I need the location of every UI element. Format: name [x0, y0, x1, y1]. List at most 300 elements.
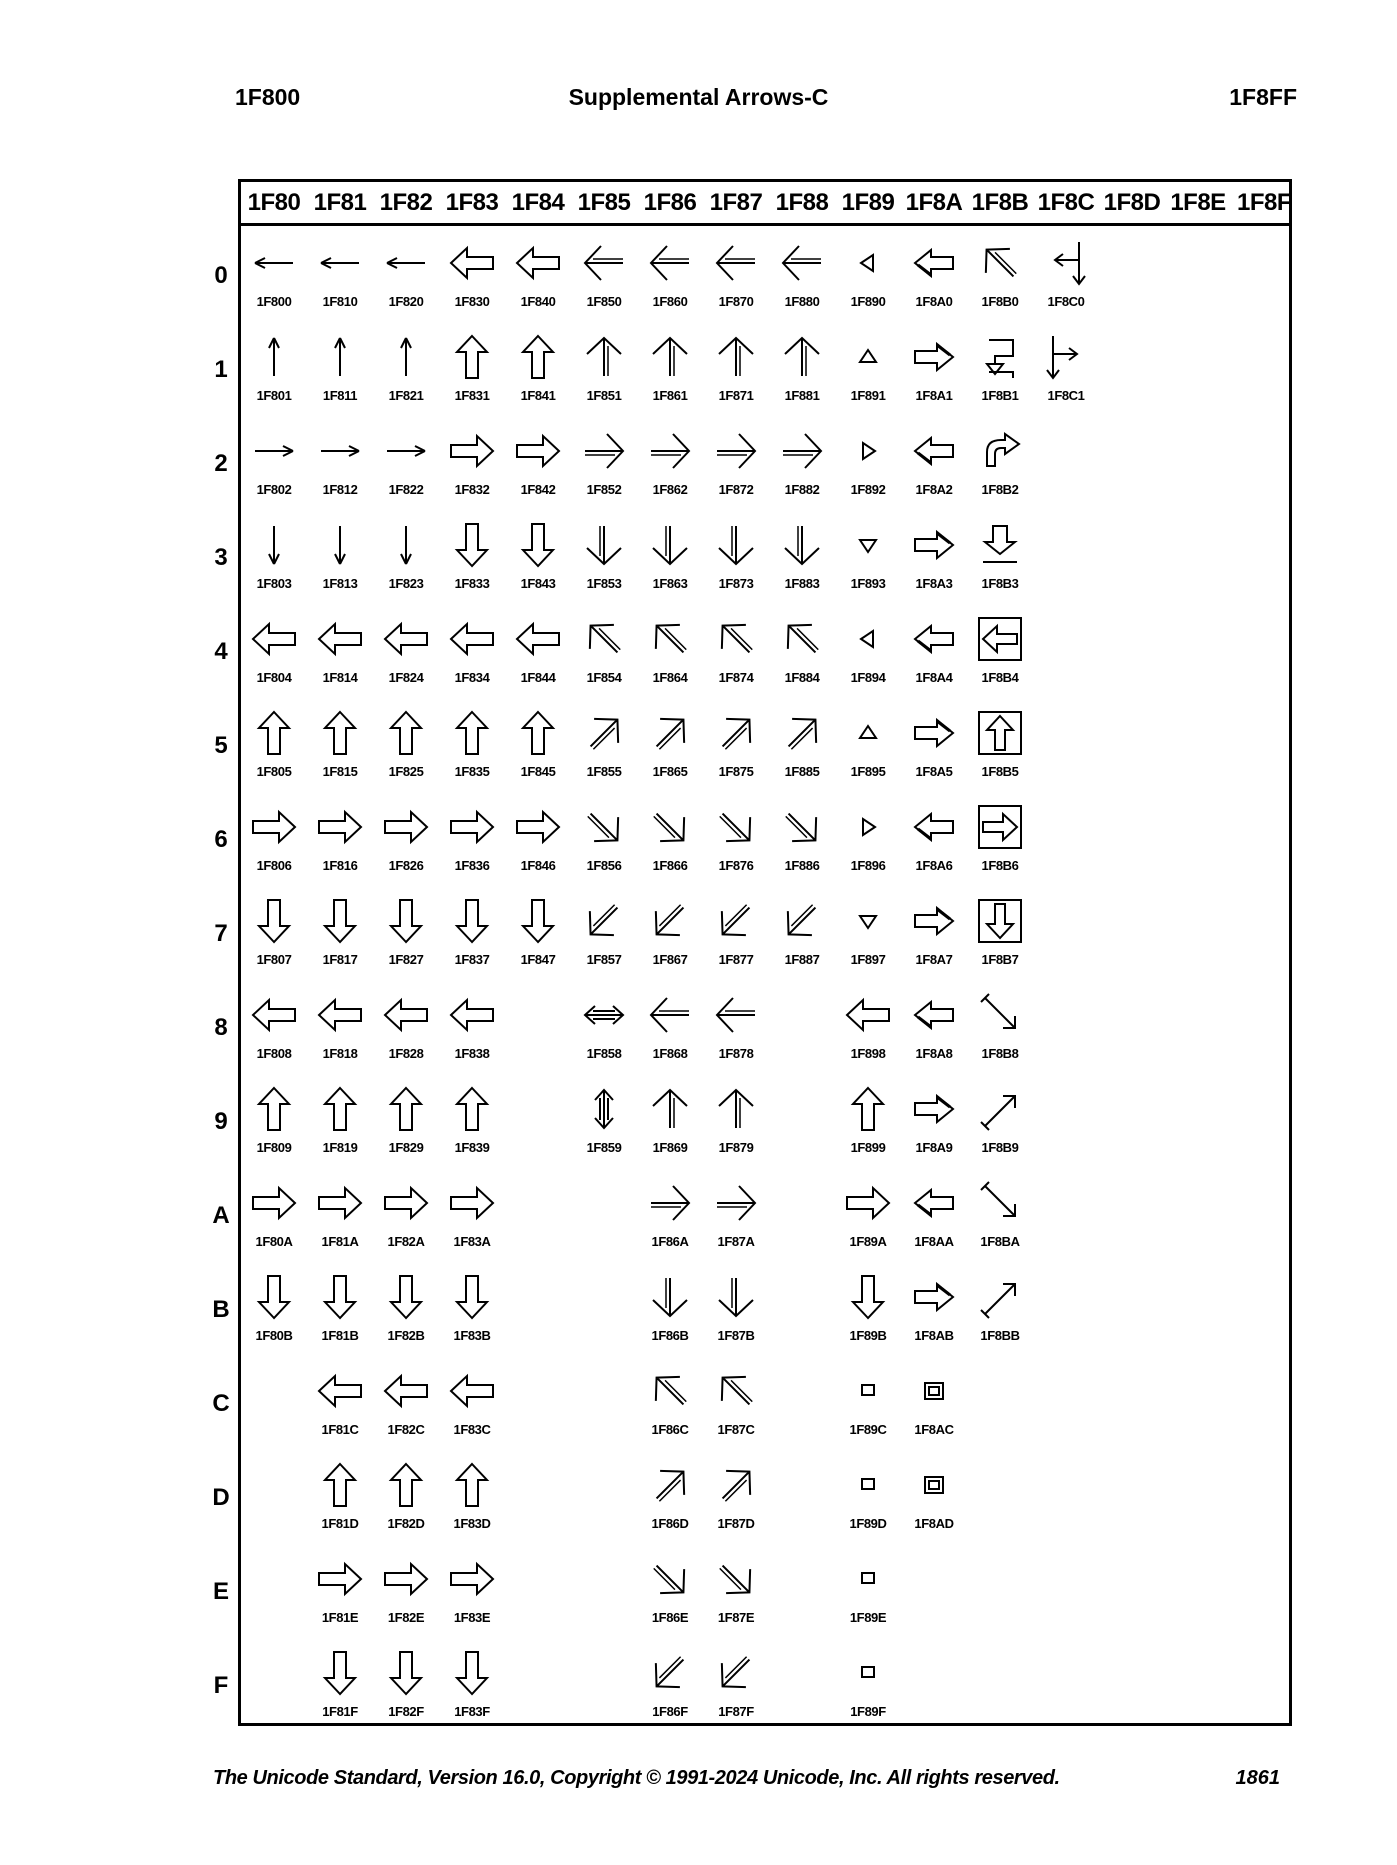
- glyph-cell: [637, 790, 703, 884]
- arrow-right-outline-icon: [249, 802, 299, 852]
- arrow-left-outline-icon: [381, 614, 431, 664]
- code-point-label: 1F81E: [321, 1610, 359, 1625]
- arrow-up-outline-icon: [315, 1084, 365, 1134]
- glyph-cell: [1033, 226, 1099, 320]
- arrow-right-line-icon: [315, 426, 365, 476]
- code-point-label: 1F8BB: [980, 1328, 1020, 1343]
- code-point-label: 1F897: [850, 952, 886, 967]
- glyph-cell: [241, 508, 307, 602]
- arrow-left-outline-icon: [513, 238, 563, 288]
- code-point-label: 1F826: [388, 858, 424, 873]
- square-double-icon: [909, 1460, 959, 1510]
- glyph-cell: [373, 1448, 439, 1542]
- arrow-down-right-open-icon: [645, 1554, 695, 1604]
- glyph-cell: [307, 790, 373, 884]
- arrow-left-outline-icon: [381, 1366, 431, 1416]
- code-point-label: 1F81D: [321, 1516, 359, 1531]
- arrow-up-outline-icon: [843, 1084, 893, 1134]
- glyph-cell: [505, 226, 571, 320]
- glyph-cell: [373, 414, 439, 508]
- triangle-left-icon: [843, 614, 893, 664]
- glyph-cell: [241, 1072, 307, 1166]
- column-header: 1F8F: [1236, 189, 1291, 216]
- code-point-label: 1F885: [784, 764, 820, 779]
- code-point-label: 1F87B: [717, 1328, 755, 1343]
- arrow-down-outline-icon: [381, 896, 431, 946]
- code-point-label: 1F86C: [651, 1422, 689, 1437]
- glyph-cell: [505, 320, 571, 414]
- glyph-cell: [703, 320, 769, 414]
- arrow-left-open-icon: [645, 238, 695, 288]
- glyph-cell: [241, 696, 307, 790]
- arrow-left-outline-icon: [315, 990, 365, 1040]
- glyph-cell: [835, 790, 901, 884]
- glyph-cell: [439, 1354, 505, 1448]
- code-point-label: 1F87E: [717, 1610, 755, 1625]
- glyph-cell: [637, 1260, 703, 1354]
- column-header: 1F8B: [971, 189, 1029, 216]
- code-point-label: 1F806: [256, 858, 292, 873]
- code-point-label: 1F817: [322, 952, 358, 967]
- arrow-return-icon: [975, 332, 1025, 382]
- arrow-right-shadowed-icon: [909, 332, 959, 382]
- row-label: 5: [214, 732, 228, 759]
- glyph-cell: [307, 226, 373, 320]
- arrow-left-outline-icon: [447, 1366, 497, 1416]
- code-point-label: 1F86A: [651, 1234, 689, 1249]
- code-point-label: 1F83C: [453, 1422, 491, 1437]
- glyph-cell: [901, 790, 967, 884]
- arrow-right-outline-icon: [381, 1554, 431, 1604]
- row-label: 7: [214, 920, 228, 947]
- column-header: 1F81: [313, 189, 367, 216]
- code-point-label: 1F81C: [321, 1422, 359, 1437]
- code-point-label: 1F8AC: [914, 1422, 954, 1437]
- arrow-up-right-open-icon: [645, 708, 695, 758]
- code-point-label: 1F83E: [453, 1610, 491, 1625]
- glyph-cell: [901, 978, 967, 1072]
- code-point-label: 1F8A3: [915, 576, 953, 591]
- code-point-label: 1F8B6: [981, 858, 1019, 873]
- code-point-label: 1F8AA: [914, 1234, 954, 1249]
- code-point-label: 1F835: [454, 764, 490, 779]
- code-point-label: 1F822: [388, 482, 424, 497]
- row-label: D: [212, 1484, 230, 1511]
- code-point-label: 1F86E: [651, 1610, 689, 1625]
- arrow-up-left-open-icon: [579, 614, 629, 664]
- code-point-label: 1F838: [454, 1046, 490, 1061]
- glyph-cell: [571, 320, 637, 414]
- arrow-up-left-open-icon: [645, 1366, 695, 1416]
- glyph-cell: [703, 1072, 769, 1166]
- row-label: 1: [214, 356, 228, 383]
- arrow-down-right-open-icon: [777, 802, 827, 852]
- code-point-label: 1F882: [784, 482, 820, 497]
- arrow-right-outline-icon: [843, 1178, 893, 1228]
- glyph-cell: [835, 696, 901, 790]
- arrow-left-shadowed-icon: [909, 426, 959, 476]
- arrow-down-outline-icon: [447, 520, 497, 570]
- code-point-label: 1F834: [454, 670, 490, 685]
- glyph-cell: [901, 320, 967, 414]
- code-point-label: 1F800: [256, 294, 292, 309]
- glyph-cell: [373, 696, 439, 790]
- glyph-cell: [571, 884, 637, 978]
- code-point-label: 1F810: [322, 294, 358, 309]
- glyph-cell: [901, 1448, 967, 1542]
- arrow-left-open-icon: [777, 238, 827, 288]
- column-header: 1F80: [247, 189, 301, 216]
- code-point-label: 1F812: [322, 482, 358, 497]
- glyph-cell: [307, 320, 373, 414]
- arrow-down-right-open-icon: [711, 802, 761, 852]
- glyph-cell: [967, 602, 1033, 696]
- code-point-label: 1F8B9: [981, 1140, 1019, 1155]
- glyph-cell: [967, 226, 1033, 320]
- glyph-cell: [703, 1542, 769, 1636]
- arrow-up-line-icon: [315, 332, 365, 382]
- code-point-label: 1F841: [520, 388, 556, 403]
- arrow-up-open-icon: [579, 332, 629, 382]
- code-point-label: 1F877: [718, 952, 754, 967]
- code-point-label: 1F8B1: [981, 388, 1019, 403]
- arrow-down-open-icon: [579, 520, 629, 570]
- arrow-down-line-icon: [315, 520, 365, 570]
- arrow-up-open-icon: [645, 332, 695, 382]
- glyph-cell: [307, 1448, 373, 1542]
- code-point-label: 1F820: [388, 294, 424, 309]
- code-point-label: 1F833: [454, 576, 490, 591]
- arrow-down-line-icon: [249, 520, 299, 570]
- square-small-icon: [843, 1460, 893, 1510]
- glyph-cell: [967, 696, 1033, 790]
- code-point-label: 1F82C: [387, 1422, 425, 1437]
- code-point-label: 1F836: [454, 858, 490, 873]
- arrow-down-right-open-icon: [711, 1554, 761, 1604]
- row-label: 3: [214, 544, 228, 571]
- glyph-cell: [373, 1260, 439, 1354]
- code-point-label: 1F8A6: [915, 858, 953, 873]
- arrow-diagonal-down-icon: [975, 1178, 1025, 1228]
- arrow-down-open-icon: [711, 520, 761, 570]
- arrow-left-shadowed-icon: [909, 614, 959, 664]
- arrow-up-right-open-icon: [711, 1460, 761, 1510]
- arrow-down-outline-icon: [315, 1648, 365, 1698]
- arrow-left-right-icon: [579, 990, 629, 1040]
- glyph-cell: [637, 884, 703, 978]
- arrow-up-outline-icon: [513, 332, 563, 382]
- glyph-cell: [901, 884, 967, 978]
- column-header: 1F82: [379, 189, 433, 216]
- code-point-label: 1F871: [718, 388, 754, 403]
- glyph-cell: [439, 884, 505, 978]
- row-label: 4: [214, 638, 228, 665]
- code-point-label: 1F8B5: [981, 764, 1019, 779]
- code-point-label: 1F8B3: [981, 576, 1019, 591]
- code-point-label: 1F8B2: [981, 482, 1019, 497]
- arrow-up-outline-icon: [381, 708, 431, 758]
- arrow-right-outline-icon: [447, 426, 497, 476]
- column-header: 1F8D: [1103, 189, 1161, 216]
- arrow-left-outline-icon: [315, 614, 365, 664]
- arrow-up-left-open-icon: [975, 238, 1025, 288]
- arrow-right-shadowed-icon: [909, 1084, 959, 1134]
- glyph-cell: [307, 1260, 373, 1354]
- arrow-down-outline-icon: [447, 1272, 497, 1322]
- arrow-right-open-icon: [645, 1178, 695, 1228]
- column-header: 1F85: [577, 189, 631, 216]
- arrow-right-outline-icon: [315, 802, 365, 852]
- arrow-up-left-open-icon: [711, 1366, 761, 1416]
- arrow-up-left-open-icon: [645, 614, 695, 664]
- code-point-label: 1F82F: [388, 1704, 424, 1719]
- code-point-label: 1F876: [718, 858, 754, 873]
- code-point-label: 1F8A5: [915, 764, 953, 779]
- glyph-cell: [439, 414, 505, 508]
- arrow-left-outline-icon: [447, 990, 497, 1040]
- arrow-down-open-icon: [645, 520, 695, 570]
- glyph-cell: [637, 226, 703, 320]
- code-point-label: 1F8A0: [915, 294, 953, 309]
- code-point-label: 1F825: [388, 764, 424, 779]
- arrow-up-open-icon: [711, 332, 761, 382]
- arrow-down-outline-icon: [447, 1648, 497, 1698]
- square-small-icon: [843, 1648, 893, 1698]
- arrow-left-outline-icon: [315, 1366, 365, 1416]
- glyph-cell: [373, 978, 439, 1072]
- code-point-label: 1F8B0: [981, 294, 1019, 309]
- code-point-label: 1F801: [256, 388, 292, 403]
- glyph-cell: [901, 1072, 967, 1166]
- glyph-cell: [703, 1260, 769, 1354]
- triangle-right-icon: [843, 802, 893, 852]
- glyph-cell: [505, 508, 571, 602]
- glyph-cell: [439, 1448, 505, 1542]
- arrow-down-line-icon: [381, 520, 431, 570]
- code-point-label: 1F895: [850, 764, 886, 779]
- arrow-down-outline-icon: [249, 1272, 299, 1322]
- row-label: 8: [214, 1014, 228, 1041]
- code-point-label: 1F843: [520, 576, 556, 591]
- arrow-up-left-open-icon: [777, 614, 827, 664]
- glyph-cell: [241, 884, 307, 978]
- arrow-down-outline-icon: [315, 1272, 365, 1322]
- triangle-up-icon: [843, 708, 893, 758]
- glyph-cell: [571, 226, 637, 320]
- column-header: 1F8E: [1170, 189, 1226, 216]
- glyph-cell: [571, 978, 637, 1072]
- glyph-cell: [373, 1166, 439, 1260]
- arrow-down-left-open-icon: [579, 896, 629, 946]
- code-chart-grid: [238, 179, 1292, 1726]
- code-point-label: 1F8A9: [915, 1140, 953, 1155]
- glyph-cell: [307, 602, 373, 696]
- code-point-label: 1F869: [652, 1140, 688, 1155]
- arrow-right-open-icon: [711, 426, 761, 476]
- glyph-cell: [703, 226, 769, 320]
- glyph-cell: [967, 978, 1033, 1072]
- arrow-left-outline-icon: [381, 990, 431, 1040]
- glyph-cell: [505, 602, 571, 696]
- code-point-label: 1F811: [322, 388, 358, 403]
- arrow-diagonal-up-icon: [975, 1272, 1025, 1322]
- code-point-label: 1F872: [718, 482, 754, 497]
- glyph-cell: [571, 790, 637, 884]
- arrow-up-line-icon: [249, 332, 299, 382]
- code-point-label: 1F896: [850, 858, 886, 873]
- arrow-right-outline-icon: [513, 426, 563, 476]
- glyph-cell: [439, 790, 505, 884]
- glyph-cell: [703, 696, 769, 790]
- glyph-cell: [439, 1636, 505, 1730]
- code-point-label: 1F860: [652, 294, 688, 309]
- glyph-cell: [637, 508, 703, 602]
- code-point-label: 1F83B: [453, 1328, 491, 1343]
- code-point-label: 1F87D: [717, 1516, 755, 1531]
- glyph-cell: [901, 1260, 967, 1354]
- block-title: Supplemental Arrows-C: [568, 84, 829, 110]
- glyph-cell: [901, 226, 967, 320]
- arrow-down-left-open-icon: [711, 1648, 761, 1698]
- glyph-cell: [901, 1354, 967, 1448]
- glyph-cell: [967, 790, 1033, 884]
- code-point-label: 1F80B: [255, 1328, 293, 1343]
- arrow-left-line-icon: [315, 238, 365, 288]
- glyph-cell: [439, 1260, 505, 1354]
- row-label: 6: [214, 826, 228, 853]
- glyph-cell: [373, 1354, 439, 1448]
- arrow-left-shadowed-icon: [909, 238, 959, 288]
- row-label: A: [212, 1202, 230, 1229]
- arrow-down-open-icon: [777, 520, 827, 570]
- glyph-cell: [571, 602, 637, 696]
- glyph-cell: [901, 508, 967, 602]
- code-point-label: 1F890: [850, 294, 886, 309]
- arrow-up-outline-icon: [315, 708, 365, 758]
- arrow-up-outline-icon: [381, 1084, 431, 1134]
- glyph-cell: [307, 696, 373, 790]
- row-label: 2: [214, 450, 228, 477]
- glyph-cell: [769, 414, 835, 508]
- glyph-cell: [307, 508, 373, 602]
- glyph-cell: [835, 978, 901, 1072]
- code-point-label: 1F855: [586, 764, 622, 779]
- glyph-cell: [307, 1636, 373, 1730]
- glyph-cell: [769, 884, 835, 978]
- glyph-cell: [439, 226, 505, 320]
- copyright-notice: The Unicode Standard, Version 16.0, Copyright © 1991-2024 Unicode, Inc. All rights reserved.: [213, 1767, 1060, 1789]
- arrow-down-outline-icon: [381, 1648, 431, 1698]
- code-point-label: 1F8A2: [915, 482, 953, 497]
- code-point-label: 1F847: [520, 952, 556, 967]
- code-point-label: 1F886: [784, 858, 820, 873]
- arrow-right-line-icon: [249, 426, 299, 476]
- range-end: 1F8FF: [1229, 84, 1297, 110]
- arrow-down-open-icon: [645, 1272, 695, 1322]
- glyph-cell: [637, 1448, 703, 1542]
- code-point-label: 1F81A: [321, 1234, 359, 1249]
- glyph-cell: [637, 1072, 703, 1166]
- code-point-label: 1F89F: [850, 1704, 886, 1719]
- glyph-cell: [307, 1354, 373, 1448]
- glyph-cell: [505, 696, 571, 790]
- glyph-cell: [373, 320, 439, 414]
- code-point-label: 1F8AB: [914, 1328, 954, 1343]
- arrow-up-outline-icon: [447, 1460, 497, 1510]
- code-point-label: 1F86F: [652, 1704, 688, 1719]
- code-point-label: 1F8A4: [915, 670, 953, 685]
- glyph-cell: [769, 696, 835, 790]
- arrow-right-shadowed-icon: [909, 520, 959, 570]
- code-point-label: 1F846: [520, 858, 556, 873]
- arrow-up-open-icon: [645, 1084, 695, 1134]
- code-point-label: 1F805: [256, 764, 292, 779]
- glyph-cell: [373, 508, 439, 602]
- glyph-cell: [901, 414, 967, 508]
- glyph-cell: [835, 1260, 901, 1354]
- arrow-left-boxed-icon: [975, 614, 1025, 664]
- code-point-label: 1F881: [784, 388, 820, 403]
- arrow-right-shadowed-icon: [909, 896, 959, 946]
- code-point-label: 1F854: [586, 670, 622, 685]
- code-point-label: 1F878: [718, 1046, 754, 1061]
- arrow-down-outline-icon: [513, 520, 563, 570]
- arrow-left-open-icon: [711, 990, 761, 1040]
- glyph-cell: [835, 1542, 901, 1636]
- glyph-cell: [373, 602, 439, 696]
- arrow-down-left-open-icon: [645, 896, 695, 946]
- code-point-label: 1F8BA: [980, 1234, 1020, 1249]
- page-number: 1861: [1235, 1767, 1280, 1789]
- row-label: 9: [214, 1108, 228, 1135]
- arrow-up-outline-icon: [447, 708, 497, 758]
- code-point-label: 1F821: [388, 388, 424, 403]
- code-point-label: 1F880: [784, 294, 820, 309]
- arrow-up-left-open-icon: [711, 614, 761, 664]
- arrow-up-outline-icon: [447, 332, 497, 382]
- row-label: B: [212, 1296, 230, 1323]
- arrow-left-open-icon: [579, 238, 629, 288]
- glyph-cell: [835, 414, 901, 508]
- arrow-left-shadowed-icon: [909, 990, 959, 1040]
- code-point-label: 1F8C1: [1047, 388, 1085, 403]
- code-point-label: 1F832: [454, 482, 490, 497]
- code-point-label: 1F828: [388, 1046, 424, 1061]
- arrow-left-open-icon: [645, 990, 695, 1040]
- code-point-label: 1F8C0: [1047, 294, 1085, 309]
- code-point-label: 1F89C: [849, 1422, 887, 1437]
- glyph-cell: [901, 696, 967, 790]
- code-point-label: 1F818: [322, 1046, 358, 1061]
- glyph-cell: [571, 696, 637, 790]
- arrow-right-open-icon: [711, 1178, 761, 1228]
- arrow-up-down-icon: [579, 1084, 629, 1134]
- glyph-cell: [703, 1448, 769, 1542]
- glyph-cell: [967, 1166, 1033, 1260]
- glyph-cell: [835, 1448, 901, 1542]
- arrow-right-open-icon: [579, 426, 629, 476]
- glyph-cell: [373, 1542, 439, 1636]
- arrow-left-outline-icon: [447, 614, 497, 664]
- arrow-left-open-icon: [711, 238, 761, 288]
- arrow-down-open-icon: [711, 1272, 761, 1322]
- arrow-right-outline-icon: [447, 1554, 497, 1604]
- glyph-cell: [439, 508, 505, 602]
- glyph-cell: [901, 1166, 967, 1260]
- arrow-right-outline-icon: [447, 1178, 497, 1228]
- code-point-label: 1F862: [652, 482, 688, 497]
- glyph-cell: [307, 1542, 373, 1636]
